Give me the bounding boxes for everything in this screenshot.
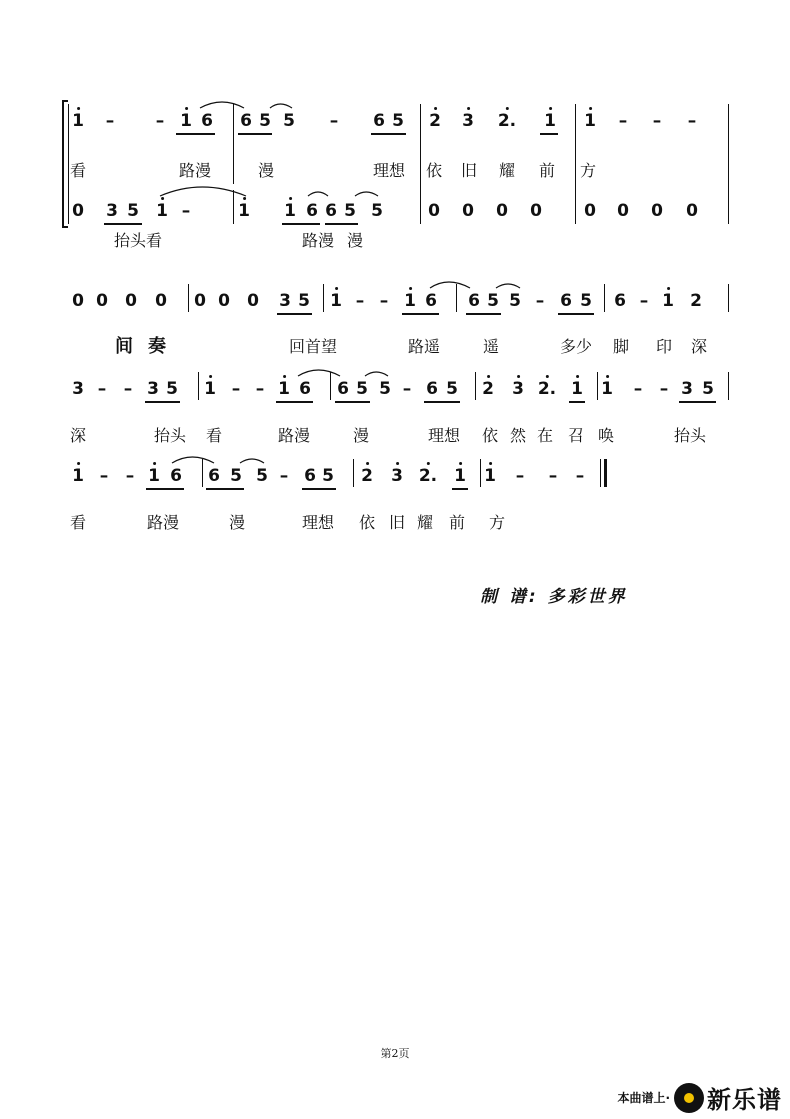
eighth-underline [277,313,312,315]
system1-bracket [62,100,64,228]
note: 6 [325,201,337,221]
note: 6 [201,111,213,131]
barline [233,104,234,184]
note: 6 [299,379,311,399]
octave-dot [606,375,609,378]
barline [420,104,421,224]
barline [198,372,199,400]
lyric: 旧 [460,161,478,180]
note: 2 [690,291,702,311]
note: 1 [284,203,296,220]
note-dash: – [105,111,115,131]
note: 0 [194,291,206,311]
lyric: 在 [536,426,554,445]
note: 6 [425,291,437,311]
octave-dot [409,287,412,290]
octave-dot [546,375,549,378]
note: 0 [96,291,108,311]
note-dash: – [633,379,643,399]
eighth-underline [466,313,501,315]
note: 5 [379,379,391,399]
vinyl-record-icon [674,1083,704,1113]
lyric: 理想 [301,513,335,532]
note: 0 [428,201,440,221]
note: 0 [155,291,167,311]
note: 1 [601,381,613,398]
note: 0 [462,201,474,221]
note-dash: – [123,379,133,399]
barline [456,284,457,312]
note: 2 [361,468,373,485]
barline [728,104,729,224]
eighth-underline [335,401,370,403]
barline [604,284,605,312]
note: 0 [617,201,629,221]
note: 5 [259,111,271,131]
lyric: 抬头 [673,426,707,445]
barline [575,104,576,224]
note: 2 [429,113,441,130]
lyric: 脚 [612,337,630,356]
note: 3 [147,379,159,399]
lyric: 前 [538,161,556,180]
note: 1 [544,113,556,130]
lyric: 唤 [597,426,615,445]
barline [323,284,324,312]
note: 1 [148,468,160,485]
note: 0 [218,291,230,311]
note: 3 [279,291,291,311]
lyric: 看 [205,426,223,445]
note: 1 [571,381,583,398]
note: 5 [580,291,592,311]
eighth-underline [104,223,142,225]
lyric: 漫 [346,231,364,250]
footer-watermark [617,1080,782,1115]
slur [172,457,214,463]
octave-dot [434,107,437,110]
note-dash: – [639,291,649,311]
note: 6 [240,111,252,131]
note: 5 [298,291,310,311]
note-dash: – [575,466,585,486]
lyric: 依 [358,513,376,532]
note: 1 [484,468,496,485]
lyric: 漫 [228,513,246,532]
note: 0 [584,201,596,221]
note: 6 [304,466,316,486]
lyric: 漫 [352,426,370,445]
note: 1 [330,293,342,310]
octave-dot [576,375,579,378]
eighth-underline [206,488,244,490]
note-dash: – [548,466,558,486]
note: 1 [662,293,674,310]
lyric: 抬头看 [113,231,163,250]
slur [430,282,470,288]
note-dash: – [279,466,289,486]
lyric: 依 [481,426,499,445]
octave-dot [459,462,462,465]
slur [270,104,292,108]
note: 1 [156,203,168,220]
note: 1 [180,113,192,130]
octave-dot [589,107,592,110]
note: 5 [344,201,356,221]
eighth-underline [282,223,320,225]
octave-dot [396,462,399,465]
note: 0 [72,291,84,311]
note: 5 [446,379,458,399]
octave-dot [467,107,470,110]
octave-dot [209,375,212,378]
note: 5 [356,379,368,399]
octave-dot [506,107,509,110]
barline [233,190,234,224]
lyric: 路遥 [407,337,441,356]
slur [200,102,244,108]
eighth-underline [452,488,468,490]
lyric: 路漫 [277,426,311,445]
octave-dot [243,197,246,200]
note: 2. [419,468,437,485]
note: 3 [106,201,118,221]
final-barline-thick [604,459,607,487]
note-dash: – [231,379,241,399]
octave-dot [283,375,286,378]
lyric: 耀 [416,513,434,532]
barline [202,459,203,487]
lyric: 耀 [498,161,516,180]
note: 5 [230,466,242,486]
footer-brand: 新乐谱 [707,1086,782,1114]
note: 6 [426,379,438,399]
barline [353,459,354,487]
note: 6 [560,291,572,311]
note: 0 [530,201,542,221]
note-dash: – [255,379,265,399]
note-dash: – [379,291,389,311]
note: 1 [454,468,466,485]
note: 5 [371,201,383,221]
note: 0 [72,201,84,221]
note-dash: – [659,379,669,399]
eighth-underline [276,401,313,403]
note-dash: – [618,111,628,131]
eighth-underline [146,488,184,490]
note: 6 [468,291,480,311]
note: 1 [204,381,216,398]
note: 5 [487,291,499,311]
note-dash: – [155,111,165,131]
note: 6 [614,291,626,311]
lyric: 路漫 [301,231,335,250]
eighth-underline [145,401,180,403]
note: 5 [166,379,178,399]
eighth-underline [402,313,439,315]
note-dash: – [97,379,107,399]
note-dash: – [329,111,339,131]
lyric: 看 [69,161,87,180]
note: 5 [127,201,139,221]
slur [496,284,520,288]
note: 6 [306,201,318,221]
note: 1 [238,203,250,220]
octave-dot [427,462,430,465]
slur [240,459,264,463]
lyric: 多少 [559,337,593,356]
eighth-underline [679,401,716,403]
octave-dot [77,107,80,110]
note-dash: – [355,291,365,311]
note: 2. [538,381,556,398]
note: 1 [72,113,84,130]
note: 3 [512,381,524,398]
barline [728,372,729,400]
bracket-top [62,100,68,102]
octave-dot [667,287,670,290]
final-barline-thin [600,459,601,487]
slur [308,192,328,196]
note: 0 [496,201,508,221]
octave-dot [289,197,292,200]
eighth-underline [558,313,594,315]
octave-dot [487,375,490,378]
octave-dot [549,107,552,110]
barline [68,104,69,224]
lyric: 理想 [372,161,406,180]
note: 1 [72,468,84,485]
slur [365,372,388,376]
note: 2. [498,113,516,130]
note: 2 [482,381,494,398]
note: 6 [373,111,385,131]
lyric: 漫 [257,161,275,180]
note: 6 [337,379,349,399]
barline [188,284,189,312]
note: 5 [702,379,714,399]
lyric: 看 [69,513,87,532]
octave-dot [161,197,164,200]
note-dash: – [515,466,525,486]
note: 3 [72,379,84,399]
eighth-underline [325,223,358,225]
lyric: 回首望 [288,337,338,356]
eighth-underline [302,488,336,490]
octave-dot [153,462,156,465]
note: 6 [170,466,182,486]
octave-dot [77,462,80,465]
lyric: 路漫 [146,513,180,532]
octave-dot [335,287,338,290]
note: 6 [208,466,220,486]
lyric: 路漫 [178,161,212,180]
lyric: 间 [115,336,133,357]
note: 5 [283,111,295,131]
lyric: 依 [425,161,443,180]
lyric: 深 [69,426,87,445]
note: 0 [125,291,137,311]
bracket-bottom [62,226,68,228]
octave-dot [185,107,188,110]
octave-dot [489,462,492,465]
lyric: 抬头 [153,426,187,445]
note-dash: – [125,466,135,486]
note-dash: – [652,111,662,131]
barline [597,372,598,400]
note: 1 [404,293,416,310]
slur [355,192,378,196]
lyric: 方 [579,161,597,180]
lyric: 方 [488,513,506,532]
barline [728,284,729,312]
eighth-underline [569,401,585,403]
eighth-underline [540,133,558,135]
note-dash: – [181,201,191,221]
note: 3 [681,379,693,399]
eighth-underline [176,133,215,135]
slur [298,370,340,376]
eighth-underline [424,401,460,403]
note: 1 [584,113,596,130]
eighth-underline [238,133,272,135]
eighth-underline [371,133,406,135]
lyric: 召 [567,426,585,445]
note: 1 [278,381,290,398]
note: 5 [509,291,521,311]
page-number: 第2页 [380,1047,410,1060]
note: 0 [651,201,663,221]
note-dash: – [99,466,109,486]
lyric: 然 [509,426,527,445]
lyric: 前 [448,513,466,532]
lyric: 理想 [427,426,461,445]
arranger-credit: 制 谱: 多彩世界 [480,587,628,607]
lyric: 奏 [148,336,166,357]
note-dash: – [687,111,697,131]
note-dash: – [402,379,412,399]
barline [480,459,481,487]
lyric: 遥 [482,337,500,356]
octave-dot [366,462,369,465]
note: 5 [322,466,334,486]
lyric: 旧 [388,513,406,532]
note-dash: – [535,291,545,311]
footer-prefix: 本曲谱上· [617,1091,670,1105]
octave-dot [517,375,520,378]
note: 0 [247,291,259,311]
note: 0 [686,201,698,221]
barline [475,372,476,400]
note: 5 [256,466,268,486]
note: 5 [392,111,404,131]
lyric: 印 [655,337,673,356]
note: 3 [391,468,403,485]
lyric: 深 [690,337,708,356]
note: 3 [462,113,474,130]
barline [330,372,331,400]
